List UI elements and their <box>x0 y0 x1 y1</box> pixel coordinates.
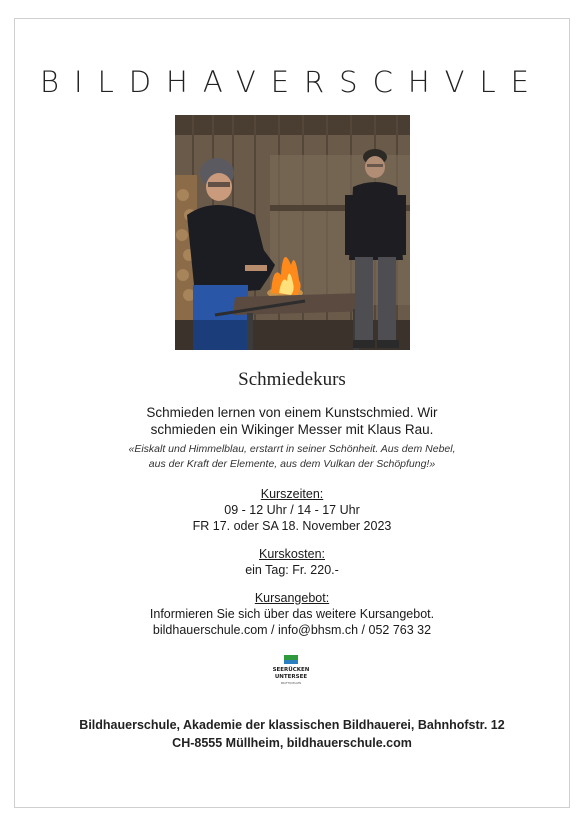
logo-line: SEERÜCKEN <box>273 667 309 673</box>
quote-line: «Eiskalt und Himmelblau, erstarrt in seiner Schönheit. Aus dem Nebel, <box>128 443 456 455</box>
logo-line: KRAFTQUELLEN <box>280 682 302 685</box>
seeruecken-logo <box>273 655 309 691</box>
footer-line: CH-8555 Müllheim, bildhauerschule.com <box>172 736 412 750</box>
flyer-page <box>14 18 570 808</box>
footer-line: Bildhauerschule, Akademie der klassischen Bildhauerei, Bahnhofstr. 12 <box>79 718 505 732</box>
intro-line: Schmieden lernen von einem Kunstschmied. Wir <box>146 405 438 420</box>
course-quote <box>95 442 489 472</box>
offer-line: Informieren Sie sich über das weitere Kursangebot. <box>149 607 435 621</box>
costs-heading: Kurskosten: <box>258 547 325 561</box>
offer-section <box>15 590 569 638</box>
times-heading: Kurszeiten: <box>260 487 324 501</box>
times-section <box>15 486 569 534</box>
times-line: 09 - 12 Uhr / 14 - 17 Uhr <box>224 503 360 517</box>
forge-photo <box>175 115 410 350</box>
costs-line: ein Tag: Fr. 220.- <box>245 563 339 577</box>
logo-line: UNTERSEE <box>274 674 308 680</box>
offer-line: bildhauerschule.com / info@bhsm.ch / 052 763 32 <box>152 623 432 637</box>
offer-heading: Kursangebot: <box>254 591 330 605</box>
course-intro <box>115 404 469 438</box>
quote-line: aus der Kraft der Elemente, aus dem Vulkan der Schöpfung!» <box>148 458 436 470</box>
times-line: FR 17. oder SA 18. November 2023 <box>192 519 392 533</box>
course-title: Schmiedekurs <box>238 369 346 390</box>
brand-title: BILDHAVERSCHVLE <box>40 65 544 99</box>
footer-address <box>15 716 569 752</box>
seeruecken-logo-graphic <box>273 655 309 691</box>
forge-photo-illustration <box>175 115 410 350</box>
costs-section <box>15 546 569 578</box>
intro-line: schmieden ein Wikinger Messer mit Klaus Rau. <box>150 422 434 437</box>
